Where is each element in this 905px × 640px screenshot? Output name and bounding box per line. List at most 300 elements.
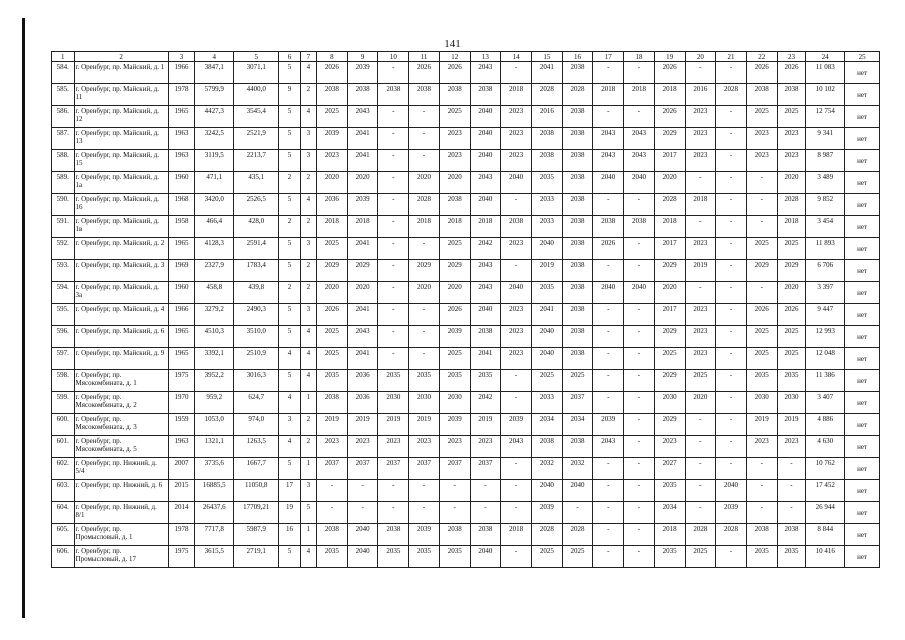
table-cell: 2038	[777, 524, 806, 546]
table-cell: 2026	[654, 106, 685, 128]
table-cell: -	[624, 546, 655, 568]
table-cell: 2	[300, 414, 316, 436]
table-cell: 2041	[347, 150, 378, 172]
table-cell: -	[746, 194, 777, 216]
table-cell: 2023	[501, 326, 532, 348]
table-cell: 12 048	[806, 348, 845, 370]
table-cell: 2526,5	[234, 194, 279, 216]
table-cell: 2020	[654, 172, 685, 194]
table-cell: нет	[845, 436, 880, 458]
table-cell: нет	[845, 502, 880, 524]
table-cell: 2039	[347, 194, 378, 216]
table-cell: 17709,21	[234, 502, 279, 524]
table-cell: -	[378, 502, 409, 524]
table-cell: нет	[845, 172, 880, 194]
row-number-cell: 584.	[52, 62, 75, 84]
table-cell: 2018	[654, 524, 685, 546]
table-row	[52, 238, 880, 260]
table-cell: 2026	[777, 304, 806, 326]
table-cell: 1966	[168, 62, 195, 84]
table-cell: 2020	[347, 282, 378, 304]
table-cell: 2018	[654, 216, 685, 238]
column-number: 16	[562, 52, 593, 62]
table-cell: -	[562, 502, 593, 524]
table-cell: 2029	[654, 128, 685, 150]
table-cell: 2020	[317, 172, 348, 194]
table-cell: 2038	[531, 150, 562, 172]
table-cell: 11 893	[806, 238, 845, 260]
column-number: 2	[74, 52, 168, 62]
table-cell: 2019	[746, 414, 777, 436]
row-number-cell: 600.	[52, 414, 75, 436]
column-number: 12	[439, 52, 470, 62]
table-cell: нет	[845, 348, 880, 370]
table-cell: 10 762	[806, 458, 845, 480]
table-cell: 1263,5	[234, 436, 279, 458]
table-cell: 2030	[409, 392, 440, 414]
table-cell: 2038	[317, 84, 348, 106]
table-cell: -	[409, 348, 440, 370]
table-cell: 2014	[168, 502, 195, 524]
table-cell: 2	[300, 260, 316, 282]
table-cell: -	[716, 414, 747, 436]
address-cell: г. Оренбург, пр. Майский, д. 16	[74, 194, 168, 216]
table-cell: 959,2	[195, 392, 234, 414]
table-cell: 1968	[168, 194, 195, 216]
table-cell: 2023	[501, 106, 532, 128]
table-cell: 2018	[347, 216, 378, 238]
table-cell: 10 416	[806, 546, 845, 568]
table-cell: 6 706	[806, 260, 845, 282]
column-number: 14	[501, 52, 532, 62]
table-cell: 2020	[409, 282, 440, 304]
table-cell: -	[624, 524, 655, 546]
table-cell: 26437,6	[195, 502, 234, 524]
table-cell: 2041	[347, 304, 378, 326]
table-cell: 1	[300, 392, 316, 414]
table-cell: 16885,5	[195, 480, 234, 502]
column-number: 24	[806, 52, 845, 62]
table-cell: 4400,0	[234, 84, 279, 106]
table-cell: 1970	[168, 392, 195, 414]
table-cell: 2028	[409, 194, 440, 216]
table-cell: 2035	[531, 282, 562, 304]
table-cell: 2018	[409, 216, 440, 238]
table-cell: 2023	[777, 436, 806, 458]
table-cell: -	[378, 194, 409, 216]
table-cell: 2030	[439, 392, 470, 414]
table-cell: 4	[279, 436, 300, 458]
table-cell: нет	[845, 128, 880, 150]
table-cell: 2034	[562, 414, 593, 436]
table-cell: 3545,4	[234, 106, 279, 128]
table-cell: 2	[300, 84, 316, 106]
table-cell: 2035	[777, 546, 806, 568]
table-cell: 2038	[562, 326, 593, 348]
table-cell: 5	[300, 502, 316, 524]
table-cell: 1321,1	[195, 436, 234, 458]
table-cell: -	[501, 546, 532, 568]
table-cell: -	[746, 172, 777, 194]
table-cell: 2025	[777, 106, 806, 128]
column-number-row	[52, 52, 880, 62]
table-cell: 1	[300, 524, 316, 546]
table-cell: -	[317, 480, 348, 502]
table-cell: 2023	[501, 128, 532, 150]
table-cell: -	[378, 282, 409, 304]
table-cell: 2035	[470, 370, 501, 392]
table-cell: нет	[845, 282, 880, 304]
table-row	[52, 546, 880, 568]
table-cell: 2038	[562, 62, 593, 84]
table-cell: -	[746, 480, 777, 502]
table-cell: 2019	[317, 414, 348, 436]
table-cell: 2038	[562, 436, 593, 458]
address-cell: г. Оренбург, пр. Нижний, д. 8/1	[74, 502, 168, 524]
table-cell: 2035	[317, 546, 348, 568]
table-cell: -	[685, 458, 716, 480]
table-cell: 2034	[531, 414, 562, 436]
table-cell: 2028	[531, 524, 562, 546]
table-cell: 2038	[593, 216, 624, 238]
table-cell: 2035	[409, 546, 440, 568]
table-cell: 2023	[777, 128, 806, 150]
table-cell: 2019	[378, 414, 409, 436]
table-cell: 8 844	[806, 524, 845, 546]
table-cell: 2040	[470, 546, 501, 568]
table-cell: -	[470, 480, 501, 502]
table-cell: -	[716, 106, 747, 128]
table-cell: 4	[300, 194, 316, 216]
table-cell: 3 489	[806, 172, 845, 194]
column-number: 22	[746, 52, 777, 62]
table-cell: 2040	[531, 326, 562, 348]
table-cell: 2	[279, 282, 300, 304]
page-number: 141	[444, 38, 461, 50]
table-cell: 2026	[777, 62, 806, 84]
table-cell: 2510,9	[234, 348, 279, 370]
table-cell: 2030	[654, 392, 685, 414]
table-cell: -	[685, 282, 716, 304]
table-cell: -	[624, 480, 655, 502]
table-cell: 2	[300, 172, 316, 194]
table-cell: 439,8	[234, 282, 279, 304]
table-cell: 2035	[439, 546, 470, 568]
table-row	[52, 480, 880, 502]
table-cell: 2025	[746, 326, 777, 348]
table-cell: 2025	[439, 238, 470, 260]
table-cell: 2019	[470, 414, 501, 436]
table-cell: 2025	[317, 348, 348, 370]
table-cell: 2043	[624, 128, 655, 150]
table-cell: 2018	[685, 194, 716, 216]
table-row	[52, 150, 880, 172]
table-cell: 2038	[470, 84, 501, 106]
table-cell: 2038	[562, 150, 593, 172]
table-cell: 2490,3	[234, 304, 279, 326]
table-cell: нет	[845, 370, 880, 392]
table-cell: 2038	[439, 524, 470, 546]
table-cell: -	[378, 348, 409, 370]
table-cell: -	[501, 194, 532, 216]
table-cell: 2038	[562, 304, 593, 326]
table-cell: 2037	[562, 392, 593, 414]
table-cell: -	[685, 480, 716, 502]
table-cell: -	[378, 62, 409, 84]
table-cell: 5799,9	[195, 84, 234, 106]
table-cell: 2020	[317, 282, 348, 304]
scan-edge-line	[22, 18, 25, 618]
row-number-cell: 605.	[52, 524, 75, 546]
address-cell: г. Оренбург, пр. Мясокомбината, д. 1	[74, 370, 168, 392]
table-row	[52, 348, 880, 370]
table-cell: -	[624, 238, 655, 260]
table-cell: 3	[300, 128, 316, 150]
table-cell: 2023	[501, 150, 532, 172]
column-number: 10	[378, 52, 409, 62]
table-cell: 2043	[347, 106, 378, 128]
table-cell: 2040	[531, 238, 562, 260]
table-cell: нет	[845, 480, 880, 502]
table-cell: нет	[845, 84, 880, 106]
table-cell: 9 447	[806, 304, 845, 326]
table-cell: 2043	[470, 282, 501, 304]
table-cell: 5	[279, 370, 300, 392]
address-cell: г. Оренбург, пр. Нижний, д. 6	[74, 480, 168, 502]
table-cell: 5	[279, 260, 300, 282]
table-cell: 2025	[746, 238, 777, 260]
table-cell: 2327,9	[195, 260, 234, 282]
table-cell: 2030	[746, 392, 777, 414]
row-number-cell: 592.	[52, 238, 75, 260]
table-row	[52, 260, 880, 282]
table-cell: 3	[300, 238, 316, 260]
row-number-cell: 591.	[52, 216, 75, 238]
table-cell: 1965	[168, 348, 195, 370]
table-cell: -	[409, 128, 440, 150]
table-cell: 2025	[439, 348, 470, 370]
table-cell: 2039	[531, 502, 562, 524]
table-row	[52, 502, 880, 524]
table-cell: 3016,3	[234, 370, 279, 392]
table-cell: 1053,0	[195, 414, 234, 436]
table-cell: 2023	[378, 436, 409, 458]
table-row	[52, 304, 880, 326]
table-cell: -	[716, 546, 747, 568]
table-cell: 2020	[347, 172, 378, 194]
table-cell: -	[716, 238, 747, 260]
table-row	[52, 216, 880, 238]
table-cell: 1965	[168, 238, 195, 260]
table-cell: -	[593, 480, 624, 502]
table-cell: 2038	[378, 524, 409, 546]
table-cell: 2028	[562, 84, 593, 106]
table-cell: 2026	[654, 62, 685, 84]
row-number-cell: 598.	[52, 370, 75, 392]
table-cell: 2028	[777, 194, 806, 216]
table-cell: -	[624, 502, 655, 524]
row-number-cell: 599.	[52, 392, 75, 414]
table-cell: нет	[845, 392, 880, 414]
table-cell: 2025	[531, 546, 562, 568]
table-cell: 2040	[501, 172, 532, 194]
table-cell: 2028	[716, 524, 747, 546]
table-cell: -	[501, 392, 532, 414]
table-cell: 2017	[654, 238, 685, 260]
table-cell: 2038	[562, 106, 593, 128]
table-cell: 4128,3	[195, 238, 234, 260]
table-cell: 3 454	[806, 216, 845, 238]
table-cell: 5	[279, 458, 300, 480]
table-cell: -	[501, 458, 532, 480]
table-cell: 2023	[317, 436, 348, 458]
table-cell: 2029	[347, 260, 378, 282]
table-cell: 471,1	[195, 172, 234, 194]
column-number: 7	[300, 52, 316, 62]
table-cell: 2020	[777, 282, 806, 304]
table-cell: 9 852	[806, 194, 845, 216]
table-cell: нет	[845, 106, 880, 128]
table-cell: 624,7	[234, 392, 279, 414]
table-cell: 2043	[593, 128, 624, 150]
row-number-cell: 601.	[52, 436, 75, 458]
table-cell: -	[501, 480, 532, 502]
table-cell: -	[593, 194, 624, 216]
table-cell: 1667,7	[234, 458, 279, 480]
table-cell: -	[439, 480, 470, 502]
table-cell: 2019	[777, 414, 806, 436]
table-cell: -	[378, 172, 409, 194]
table-cell: 2025	[777, 348, 806, 370]
table-cell: -	[593, 62, 624, 84]
table-cell: 1966	[168, 304, 195, 326]
table-cell: 435,1	[234, 172, 279, 194]
table-cell: 2025	[685, 370, 716, 392]
table-cell: 2038	[562, 260, 593, 282]
table-cell: -	[624, 458, 655, 480]
table-cell: 2040	[624, 282, 655, 304]
table-cell: 2037	[378, 458, 409, 480]
address-cell: г. Оренбург, пр. Мясокомбината, д. 3	[74, 414, 168, 436]
housing-register-table	[51, 51, 880, 568]
address-cell: г. Оренбург, пр. Майский, д. 3а	[74, 282, 168, 304]
table-cell: -	[593, 348, 624, 370]
table-cell: 2040	[531, 348, 562, 370]
table-cell: 2039	[501, 414, 532, 436]
table-cell: 2023	[654, 436, 685, 458]
table-cell: -	[685, 436, 716, 458]
table-cell: 2023	[470, 436, 501, 458]
table-cell: 2040	[470, 128, 501, 150]
table-cell: -	[378, 304, 409, 326]
table-cell: 2040	[470, 194, 501, 216]
table-cell: 11 386	[806, 370, 845, 392]
table-cell: 2036	[317, 194, 348, 216]
table-cell: 2019	[347, 414, 378, 436]
address-cell: г. Оренбург, пр. Промысловый, д. 1	[74, 524, 168, 546]
table-cell: 2591,4	[234, 238, 279, 260]
table-cell: -	[716, 348, 747, 370]
table-cell: 12 754	[806, 106, 845, 128]
table-cell: 2040	[347, 546, 378, 568]
table-cell: 4 630	[806, 436, 845, 458]
table-cell: 7717,8	[195, 524, 234, 546]
table-cell: -	[409, 326, 440, 348]
table-cell: 2023	[439, 128, 470, 150]
table-cell: 5	[279, 238, 300, 260]
table-cell: 3952,2	[195, 370, 234, 392]
row-number-cell: 603.	[52, 480, 75, 502]
table-cell: -	[624, 260, 655, 282]
table-cell: 2007	[168, 458, 195, 480]
table-cell: 2038	[562, 194, 593, 216]
table-row	[52, 282, 880, 304]
table-cell: -	[409, 238, 440, 260]
table-cell: 2029	[654, 370, 685, 392]
table-cell: 2029	[654, 326, 685, 348]
address-cell: г. Оренбург, пр. Мясокомбината, д. 5	[74, 436, 168, 458]
table-cell: 2029	[439, 260, 470, 282]
table-row	[52, 326, 880, 348]
table-cell: 2038	[347, 84, 378, 106]
table-cell: -	[593, 370, 624, 392]
table-cell: -	[593, 458, 624, 480]
table-cell: 2035	[409, 370, 440, 392]
table-cell: нет	[845, 194, 880, 216]
table-cell: 2023	[685, 128, 716, 150]
table-cell: -	[777, 502, 806, 524]
table-cell: 2038	[746, 524, 777, 546]
table-cell: 974,0	[234, 414, 279, 436]
table-cell: -	[439, 502, 470, 524]
table-cell: нет	[845, 260, 880, 282]
table-cell: 2040	[501, 282, 532, 304]
table-cell: 2043	[347, 326, 378, 348]
table-cell: 2019	[531, 260, 562, 282]
table-cell: 1	[300, 458, 316, 480]
table-cell: 3847,1	[195, 62, 234, 84]
column-number: 3	[168, 52, 195, 62]
table-cell: -	[378, 238, 409, 260]
table-cell: 2029	[409, 260, 440, 282]
address-cell: г. Оренбург, пр. Майский, д. 12	[74, 106, 168, 128]
address-cell: г. Оренбург, пр. Майский, д. 4	[74, 304, 168, 326]
table-cell: 10 102	[806, 84, 845, 106]
table-cell: 2035	[746, 546, 777, 568]
table-cell: 2018	[654, 84, 685, 106]
table-cell: 2	[300, 436, 316, 458]
table-cell: -	[716, 392, 747, 414]
table-cell: 2043	[593, 150, 624, 172]
table-cell: -	[624, 62, 655, 84]
table-cell: 8 987	[806, 150, 845, 172]
table-cell: 2023	[347, 436, 378, 458]
column-number: 4	[195, 52, 234, 62]
table-cell: 3	[279, 414, 300, 436]
table-cell: 2023	[317, 150, 348, 172]
table-cell: -	[378, 216, 409, 238]
table-cell: 2041	[347, 128, 378, 150]
table-cell: 3	[300, 150, 316, 172]
table-cell: 3	[300, 304, 316, 326]
table-cell: -	[378, 480, 409, 502]
table-cell: 2026	[317, 62, 348, 84]
table-cell: 2023	[501, 304, 532, 326]
address-cell: г. Оренбург, пр. Майский, д. 1в	[74, 216, 168, 238]
table-cell: 2025	[531, 370, 562, 392]
table-cell: 2017	[654, 304, 685, 326]
table-cell: 2025	[654, 348, 685, 370]
